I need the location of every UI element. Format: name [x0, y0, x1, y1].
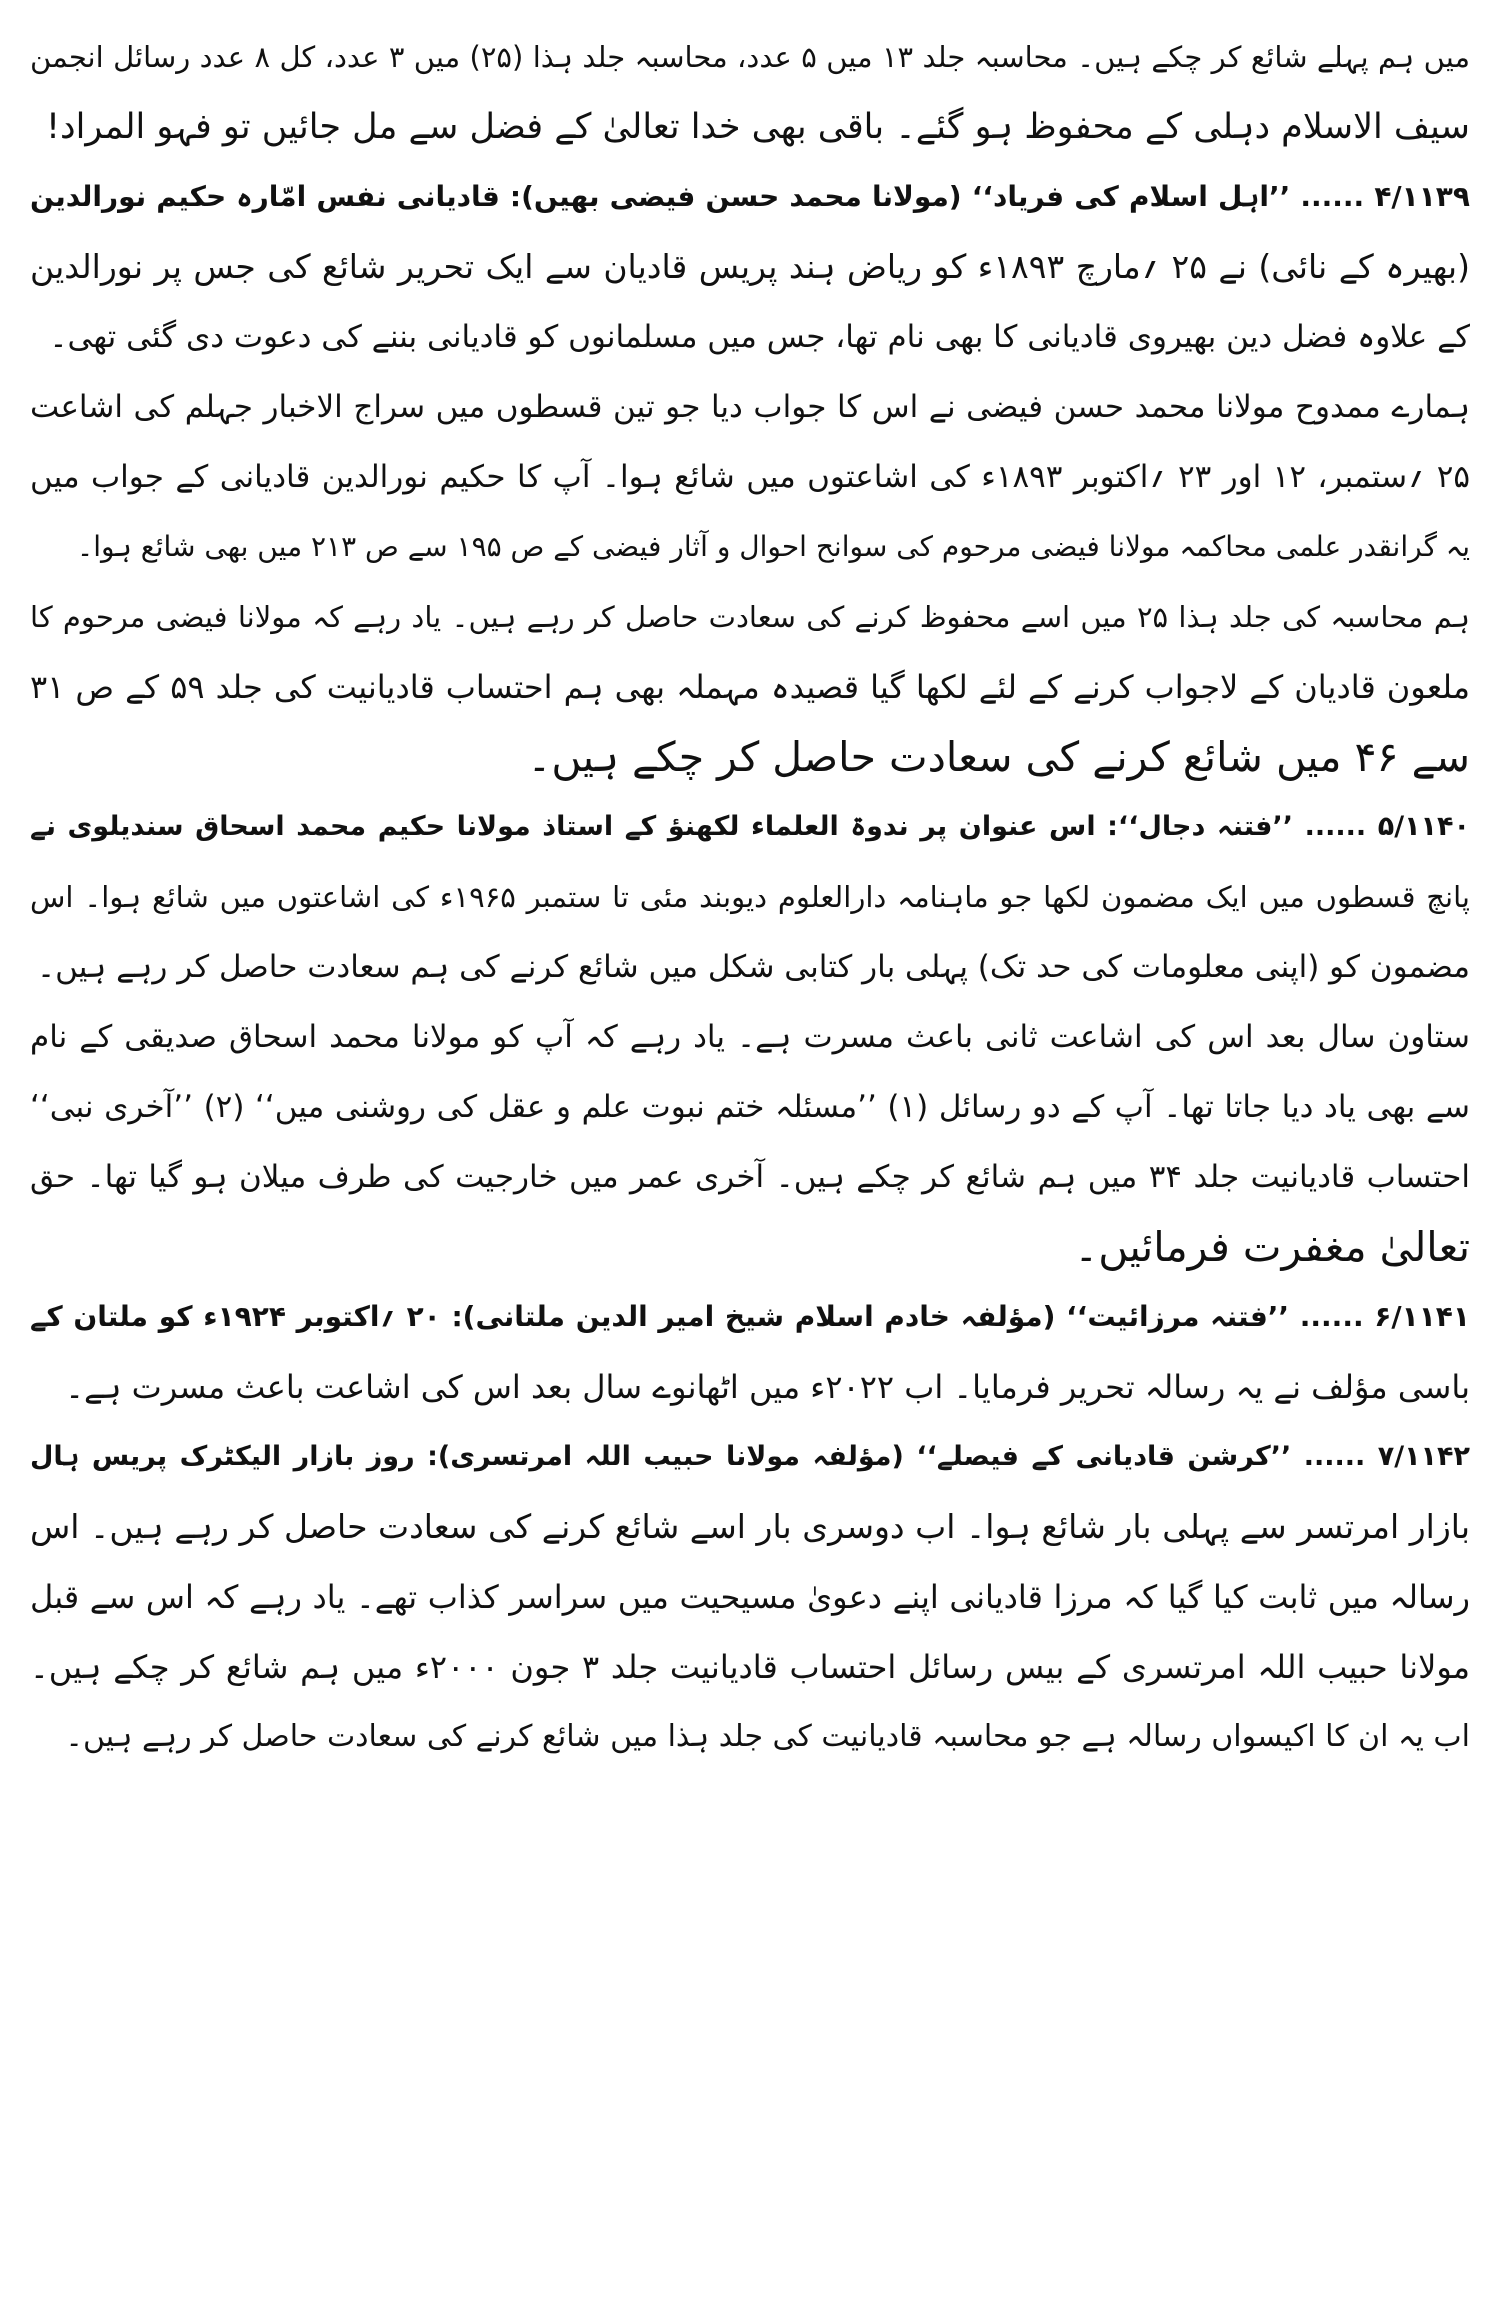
- text-line: ستاون سال بعد اس کی اشاعت ثانی باعث مسرت ہے۔ یاد رہے کہ آپ کو مولانا محمد اسحاق صدیقی کے نام: [30, 1019, 1470, 1055]
- text-line: ہمارے ممدوح مولانا محمد حسن فیضی نے اس کا جواب دیا جو تین قسطوں میں سراج الاخبار جہلم کی اشاعت: [30, 389, 1470, 425]
- section-heading-line: ۷/۱۱۴۲ ...... ’’کرشن قادیانی کے فیصلے‘‘ (مؤلفہ مولانا حبیب اللہ امرتسری): روز بازار الیکٹرک پریس ہال: [30, 1441, 1470, 1472]
- document-page: [30, 22, 1470, 1772]
- text-line: بازار امرتسر سے پہلی بار شائع ہوا۔ اب دوسری بار اسے شائع کرنے کی سعادت حاصل کر رہے ہیں۔ اس: [30, 1507, 1470, 1546]
- section-heading-line: ۶/۱۱۴۱ ...... ’’فتنہ مرزائیت‘‘ (مؤلفہ خادم اسلام شیخ امیر الدین ملتانی): ۲۰ ؍اکتوبر ۱۹۲۴ء کو ملتان کے: [30, 1300, 1470, 1333]
- text-line: اب یہ ان کا اکیسواں رسالہ ہے جو محاسبہ قادیانیت کی جلد ہذا میں شائع کرنے کی سعادت حاصل کر رہے ہیں۔: [65, 1719, 1470, 1754]
- text-line: کے علاوہ فضل دین بھیروی قادیانی کا بھی نام تھا، جس میں مسلمانوں کو قادیانی بننے کی دعوت دی گئی تھی۔: [49, 319, 1470, 355]
- text-line: سے ۴۶ میں شائع کرنے کی سعادت حاصل کر چکے ہیں۔: [527, 733, 1470, 781]
- text-line: تعالیٰ مغفرت فرمائیں۔: [1074, 1223, 1470, 1271]
- text-line: سیف الاسلام دہلی کے محفوظ ہو گئے۔ باقی بھی خدا تعالیٰ کے فضل سے مل جائیں تو فہو المراد!: [45, 107, 1470, 147]
- text-line: احتساب قادیانیت جلد ۳۴ میں ہم شائع کر چکے ہیں۔ آخری عمر میں خارجیت کی طرف میلان ہو گیا تھا۔ حق: [30, 1159, 1470, 1195]
- text-line: باسی مؤلف نے یہ رسالہ تحریر فرمایا۔ اب ۲۰۲۲ء میں اٹھانوے سال بعد اس کی اشاعت باعث مسرت ہے۔: [65, 1368, 1470, 1406]
- text-line: ملعون قادیان کے لاجواب کرنے کے لئے لکھا گیا قصیدہ مہملہ بھی ہم احتساب قادیانیت کی جلد ۵۹ کے ص ۳۱: [30, 668, 1470, 706]
- section-heading-line: ۵/۱۱۴۰ ...... ’’فتنہ دجال‘‘: اس عنوان پر ندوۃ العلماء لکھنؤ کے استاذ مولانا حکیم محمد اسحاق سندیلوی نے: [30, 811, 1470, 842]
- text-line: پانچ قسطوں میں ایک مضمون لکھا جو ماہنامہ دارالعلوم دیوبند مئی تا ستمبر ۱۹۶۵ء کی اشاعتوں میں شائع ہوا۔ اس: [30, 880, 1470, 914]
- text-line: میں ہم پہلے شائع کر چکے ہیں۔ محاسبہ جلد ۱۳ میں ۵ عدد، محاسبہ جلد ہذا (۲۵) میں ۳ عدد، کل ۸ عدد رسائل انجمن: [30, 40, 1470, 74]
- text-line: ہم محاسبہ کی جلد ہذا ۲۵ میں اسے محفوظ کرنے کی سعادت حاصل کر رہے ہیں۔ یاد رہے کہ مولانا فیضی مرحوم کا: [30, 600, 1470, 634]
- text-line: ۲۵ ؍ستمبر، ۱۲ اور ۲۳ ؍اکتوبر ۱۸۹۳ء کی اشاعتوں میں شائع ہوا۔ آپ کا حکیم نورالدین قادیانی کے جواب میں: [30, 459, 1470, 495]
- text-line: (بھیرہ کے نائی) نے ۲۵ ؍مارچ ۱۸۹۳ء کو ریاض ہند پریس قادیان سے ایک تحریر شائع کی جس پر نورالدین: [30, 247, 1470, 286]
- text-line: مضمون کو (اپنی معلومات کی حد تک) پہلی بار کتابی شکل میں شائع کرنے کی ہم سعادت حاصل کر رہے ہیں۔: [36, 949, 1470, 985]
- text-line: یہ گرانقدر علمی محاکمہ مولانا فیضی مرحوم کی سوانح احوال و آثار فیضی کے ص ۱۹۵ سے ص ۲۱۳ میں بھی شائع ہوا۔: [76, 530, 1470, 563]
- text-line: رسالہ میں ثابت کیا گیا کہ مرزا قادیانی اپنے دعویٰ مسیحیت میں سراسر کذاب تھے۔ یاد رہے کہ اس سے قبل: [30, 1578, 1470, 1616]
- text-line: مولانا حبیب اللہ امرتسری کے بیس رسائل احتساب قادیانیت جلد ۳ جون ۲۰۰۰ء میں ہم شائع کر چکے ہیں۔: [30, 1648, 1470, 1686]
- text-line: سے بھی یاد دیا جاتا تھا۔ آپ کے دو رسائل (۱) ’’مسئلہ ختم نبوت علم و عقل کی روشنی میں‘‘ (۲) ’’آخری نبی‘‘: [30, 1089, 1470, 1125]
- section-heading-line: ۴/۱۱۳۹ ...... ’’اہل اسلام کی فریاد‘‘ (مولانا محمد حسن فیضی بھیں): قادیانی نفس امّارہ حکیم نورالدین: [30, 180, 1470, 213]
